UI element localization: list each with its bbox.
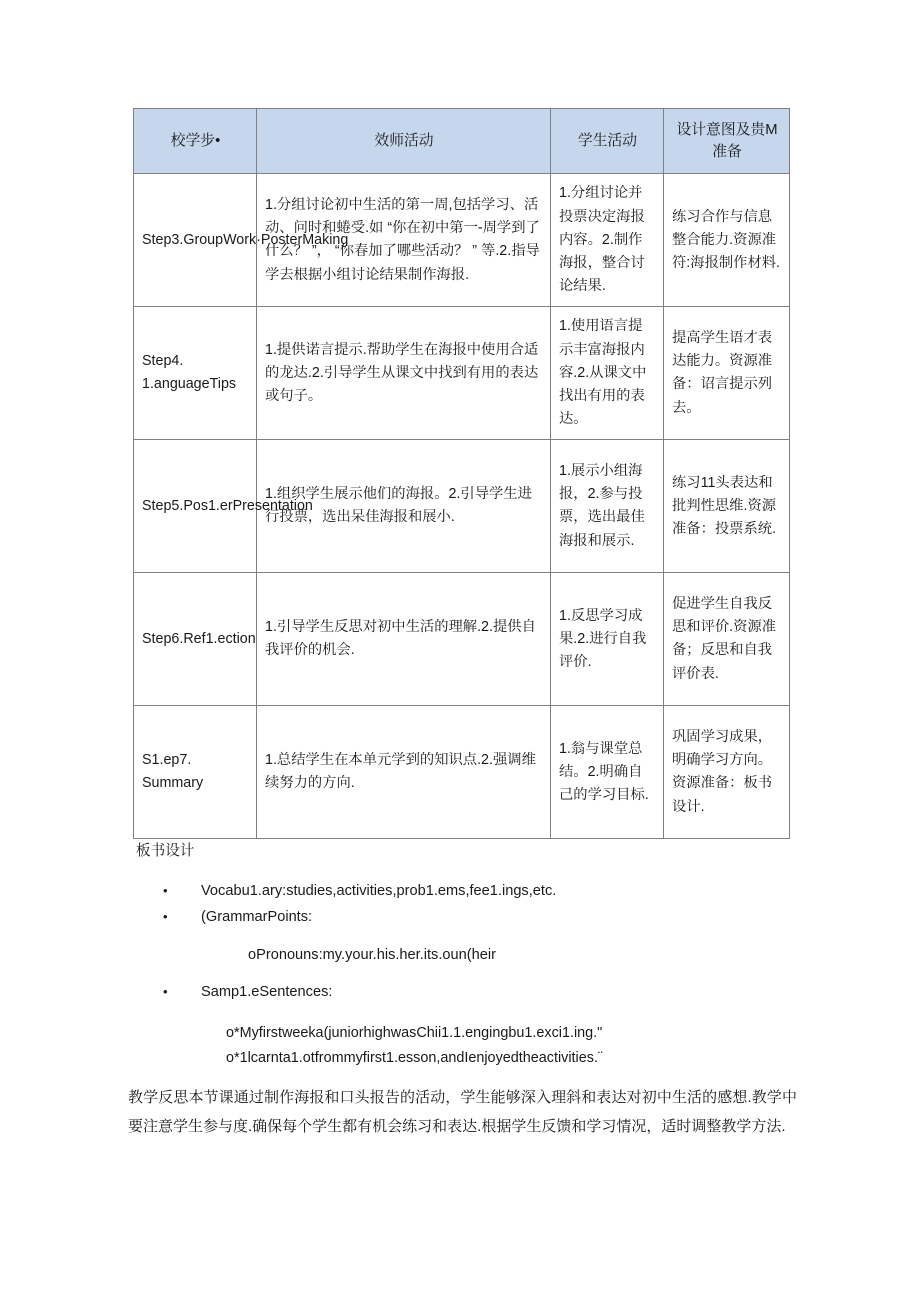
cell-design-intent: 练习合作与信息整合能力.资源准符:海报制作材料.	[664, 174, 790, 307]
table-header	[134, 109, 790, 174]
cell-design-intent: 促进学生自我反思和评价.资源准备；反思和自我评价表.	[664, 573, 790, 706]
sample-sentences-label: Samp1.eSentences:	[201, 983, 333, 1000]
cell-student-activity: 1.分组讨论并投票决定海报内容。2.制作海报，整合讨论结果.	[551, 174, 664, 307]
table-header-row	[134, 109, 790, 174]
board-design-heading: 板书设计	[136, 843, 195, 859]
cell-design-intent: 提高学生语才表达能力。资源准备：诏言提示列去。	[664, 307, 790, 440]
cell-teacher-activity: 1.引导学生反思对初中生活的理解.2.提供自我评价的机会.	[257, 573, 551, 706]
table-row	[134, 573, 790, 706]
list-item	[160, 906, 780, 930]
table-body	[134, 174, 790, 839]
bullet-icon: •	[163, 908, 168, 924]
pronouns-line: oPronouns:my.your.his.her.its.oun(heir	[248, 947, 496, 964]
table-row	[134, 174, 790, 307]
cell-step: Step4. 1.anguageTips	[134, 307, 257, 440]
cell-design-intent: 练习11头表达和批判性思维.资源准备：投票系统.	[664, 440, 790, 573]
cell-step: Step5.Pos1.erPresentation	[134, 440, 257, 573]
cell-design-intent: 巩固学习成果，明确学习方向。资源准备：板书设计.	[664, 706, 790, 839]
column-header-student-activity: 学生活动	[551, 109, 664, 174]
sample-sentence-line: o*1lcarnta1.otfrommyfirst1.esson,andIenjoyedtheactivities.¨	[226, 1049, 603, 1066]
cell-teacher-activity: 1.分组讨论初中生活的第一周,包括学习、活动、问时和蜷受.如 “你在初中第一-周学到了什么？ ”， “你春加了哪些活动？ ” 等.2.指导学去根据小组讨论结果制作海报.	[257, 174, 551, 307]
cell-teacher-activity: 1.总结学生在本单元学到的知识点.2.强调维续努力的方向.	[257, 706, 551, 839]
sample-sentence-line: o*Myfirstweeka(juniorhighwasChii1.1.engingbu1.exci1.ing."	[226, 1024, 603, 1041]
bullet-icon: •	[163, 983, 168, 999]
cell-teacher-activity: 1.组织学生展示他们的海报。2.引导学生进行投票，选出呆佳海报和展小.	[257, 440, 551, 573]
column-header-design-intent: 设计意图及贵M准备	[664, 109, 790, 174]
table-row	[134, 440, 790, 573]
cell-teacher-activity: 1.提供诺言提示.帮助学生在海报中使用合适的龙达.2.引导学生从课文中找到有用的表达或句子。	[257, 307, 551, 440]
cell-student-activity: 1.使用语言提示丰富海报内容.2.从课文中找出有用的表达。	[551, 307, 664, 440]
cell-step: Step3.GroupWork·PosterMaking	[134, 174, 257, 307]
table-row	[134, 706, 790, 839]
column-header-teacher-activity: 效师活动	[257, 109, 551, 174]
table-row	[134, 307, 790, 440]
lesson-plan-table	[133, 108, 790, 839]
cell-student-activity: 1.反思学习成果.2.进行自我评价.	[551, 573, 664, 706]
cell-student-activity: 1.翁与课堂总结。2.明确自己的学习目标.	[551, 706, 664, 839]
cell-step: S1.ep7. Summary	[134, 706, 257, 839]
cell-step: Step6.Ref1.ection	[134, 573, 257, 706]
column-header-step: 校学步•	[134, 109, 257, 174]
list-item-label: Vocabu1.ary:studies,activities,prob1.ems,fee1.ings,etc.	[201, 883, 557, 899]
list-item	[160, 880, 780, 904]
board-design-list	[160, 880, 780, 1070]
list-item	[160, 981, 780, 1005]
list-item-label: (GrammarPoints:	[201, 908, 313, 925]
bullet-icon: •	[163, 883, 168, 898]
cell-student-activity: 1.展示小组海报，2.参与投票，选出最佳海报和展示.	[551, 440, 664, 573]
teaching-reflection-paragraph: 教学反思本节课通过制作海报和口头报告的活动，学生能够深入理斜和表达对初中生活的感想.教学中要注意学生参与度.确保每个学生都有机会练习和表达.根据学生反馈和学习情况，适时调整教学方法.	[128, 1089, 797, 1135]
